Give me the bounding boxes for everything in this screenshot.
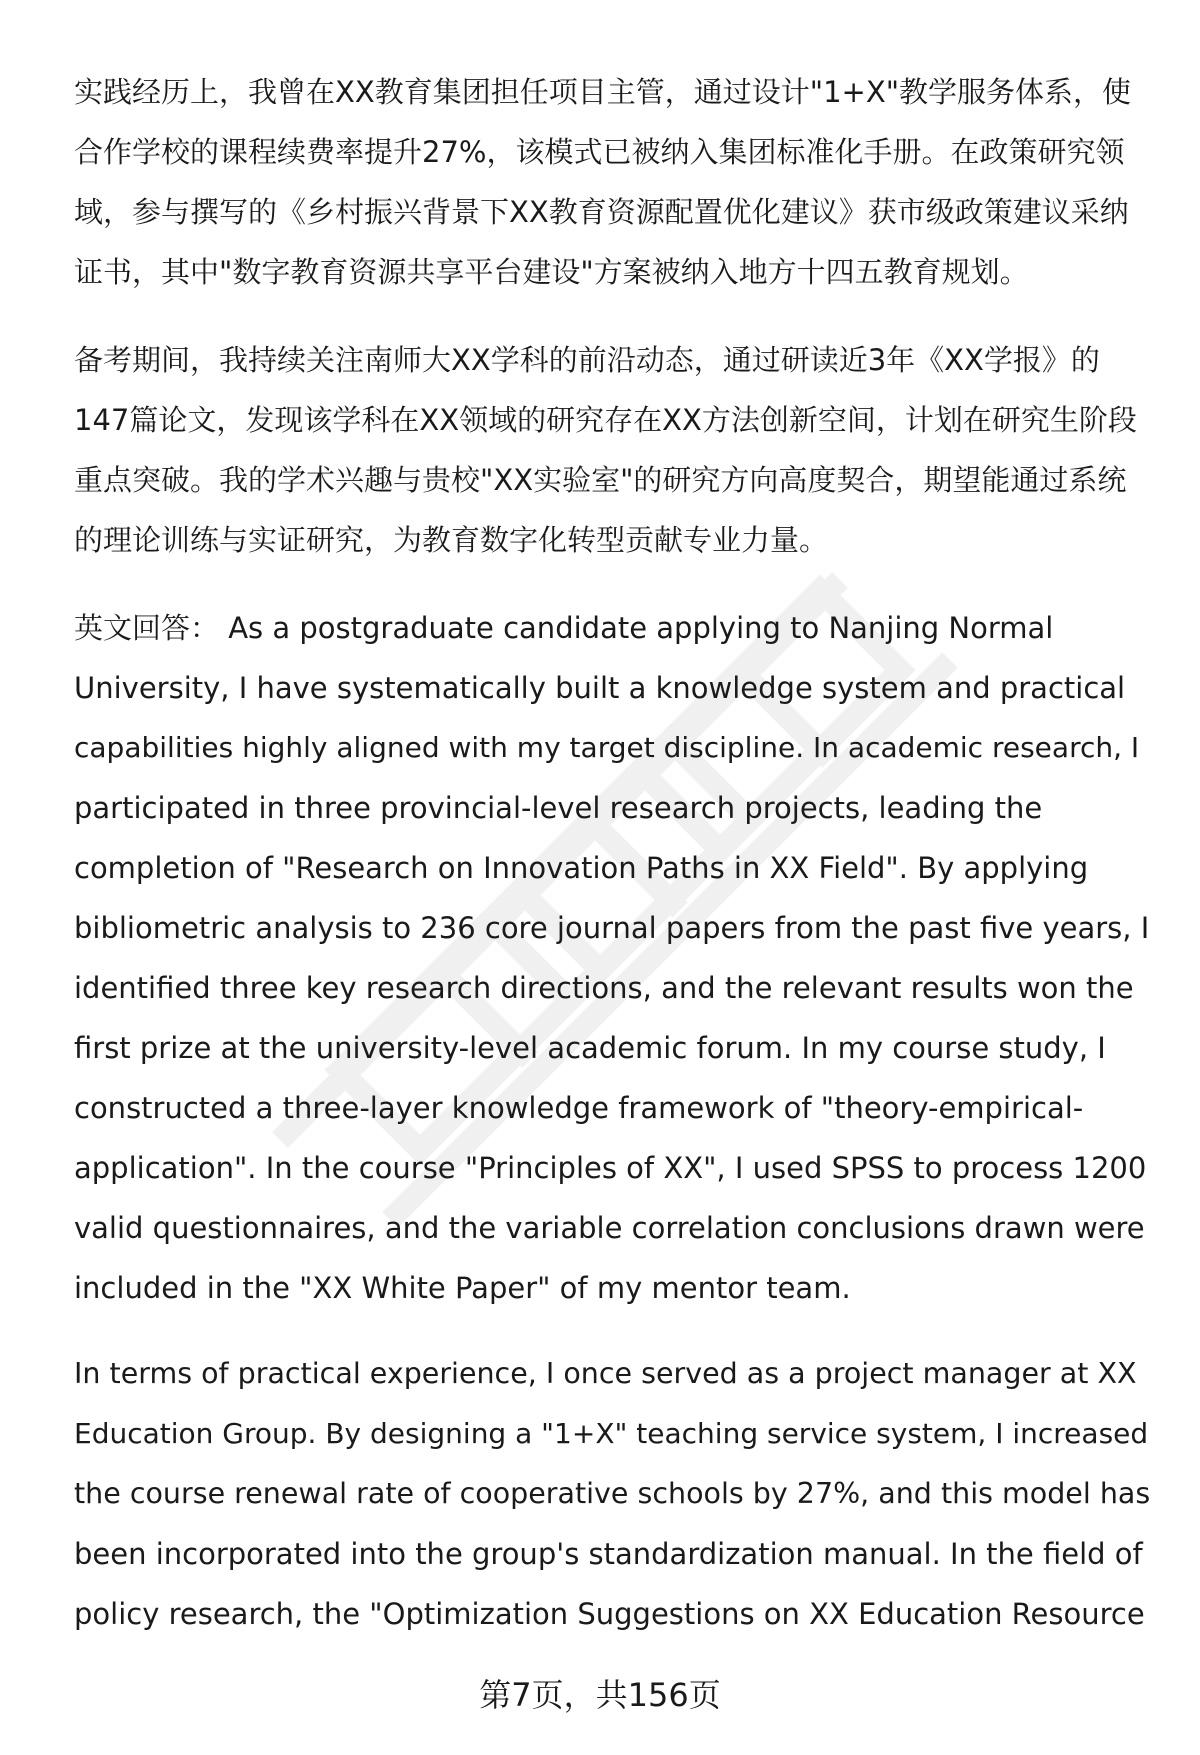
text-line: identified three key research directions, and the relevant results won the	[74, 971, 1134, 1005]
text-line: 备考期间，我持续关注南师大XX学科的前沿动态，通过研读近3年《XX学报》的	[74, 343, 1100, 377]
text-line: constructed a three-layer knowledge framework of "theory-empirical-	[74, 1091, 1084, 1125]
text-line: first prize at the university-level academic forum. In my course study, I	[74, 1031, 1106, 1065]
document-body	[74, 62, 1154, 1644]
text-line: capabilities highly aligned with my target discipline. In academic research, I	[74, 731, 1140, 764]
text-line: Education Group. By designing a "1+X" teaching service system, I increased	[74, 1417, 1149, 1450]
text-line: University, I have systematically built a knowledge system and practical	[74, 671, 1126, 705]
text-line: 的理论训练与实证研究，为教育数字化转型贡献专业力量。	[74, 523, 829, 557]
text-line: 147篇论文，发现该学科在XX领域的研究存在XX方法创新空间，计划在研究生阶段	[74, 403, 1137, 437]
text-line: 实践经历上，我曾在XX教育集团担任项目主管，通过设计"1+X"教学服务体系，使	[74, 75, 1132, 109]
text-line: application". In the course "Principles of XX", I used SPSS to process 1200	[74, 1151, 1147, 1185]
text-line: 证书，其中"数字教育资源共享平台建设"方案被纳入地方十四五教育规划。	[74, 255, 1029, 289]
text-line: 重点突破。我的学术兴趣与贵校"XX实验室"的研究方向高度契合，期望能通过系统	[74, 463, 1127, 497]
paragraph-english-answer	[74, 598, 1154, 1318]
paragraph-practice-cn	[74, 62, 1154, 302]
text-line: valid questionnaires, and the variable correlation conclusions drawn were	[74, 1211, 1145, 1245]
text-line: In terms of practical experience, I once served as a project manager at XX	[74, 1357, 1137, 1390]
text-line: participated in three provincial-level research projects, leading the	[74, 791, 1043, 825]
text-line: policy research, the "Optimization Suggestions on XX Education Resource	[74, 1597, 1145, 1631]
paragraph-practice-en	[74, 1344, 1154, 1644]
text-line: the course renewal rate of cooperative schools by 27%, and this model has	[74, 1477, 1151, 1510]
text-line: completion of "Research on Innovation Paths in XX Field". By applying	[74, 851, 1089, 885]
paragraph-preparation-cn	[74, 330, 1154, 570]
text-line: included in the "XX White Paper" of my mentor team.	[74, 1271, 851, 1305]
page-number: 第7页，共156页	[479, 1676, 721, 1714]
text-line: 英文回答： As a postgraduate candidate applying to Nanjing Normal	[74, 611, 1054, 645]
text-line: 合作学校的课程续费率提升27%，该模式已被纳入集团标准化手册。在政策研究领	[74, 135, 1125, 169]
text-line: 域，参与撰写的《乡村振兴背景下XX教育资源配置优化建议》获市级政策建议采纳	[74, 195, 1129, 229]
text-line: bibliometric analysis to 236 core journal papers from the past five years, I	[74, 911, 1150, 945]
text-line: been incorporated into the group's standardization manual. In the field of	[74, 1537, 1143, 1571]
